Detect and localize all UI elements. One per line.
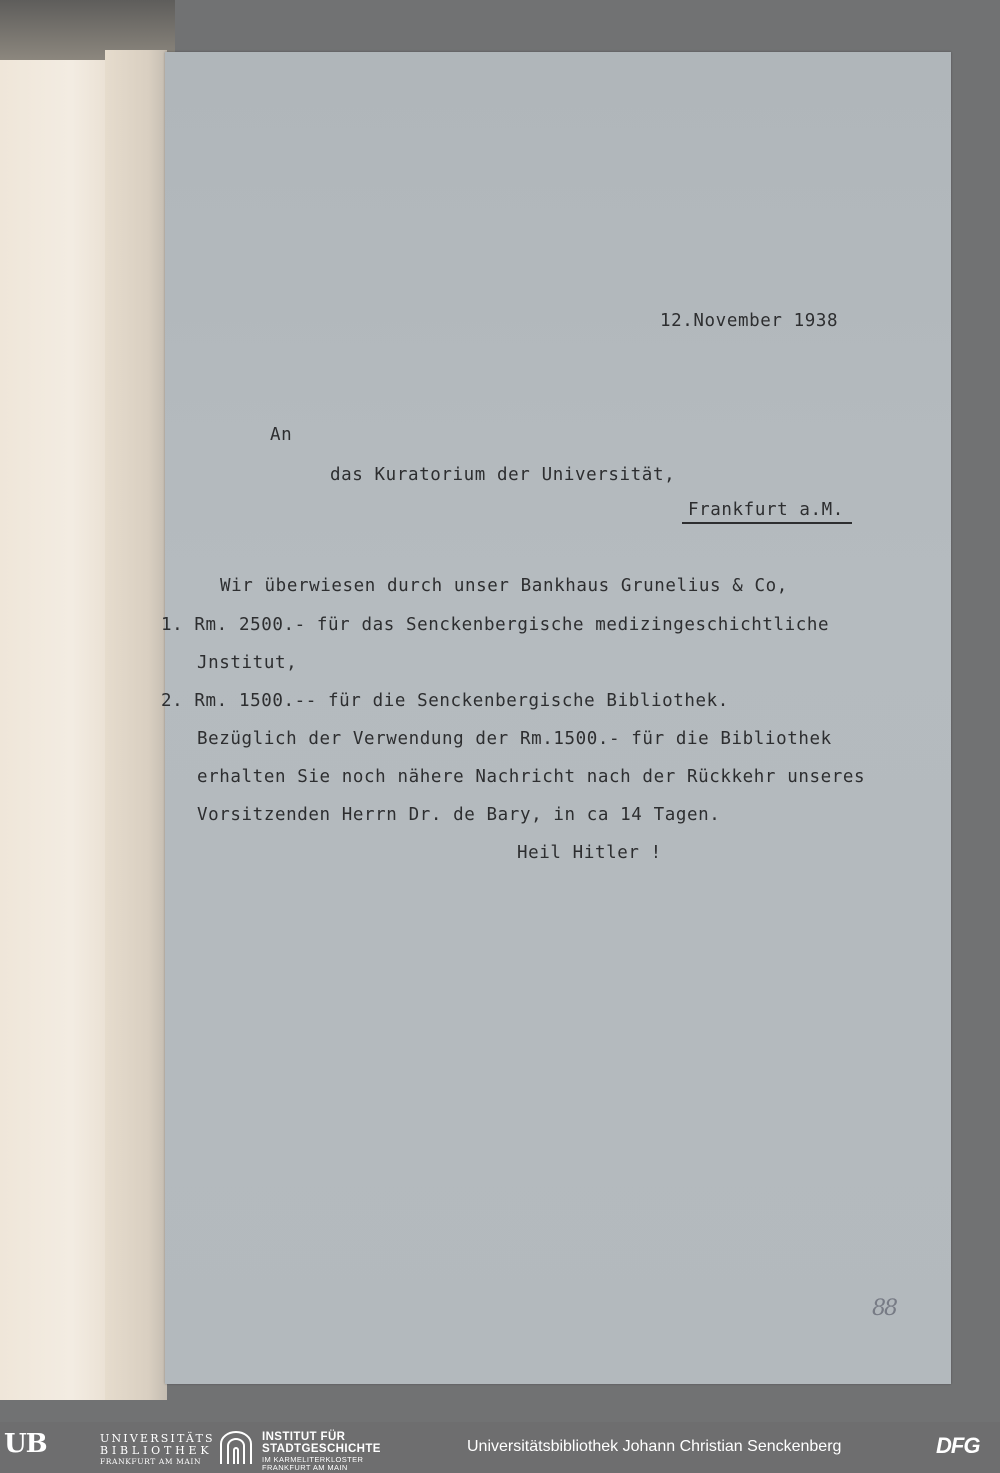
- letter-sheet: [165, 52, 951, 1384]
- item-2-line-1: 2. Rm. 1500.-- für die Senckenbergische Bibliothek.: [161, 691, 729, 711]
- body-intro: Wir überwiesen durch unser Bankhaus Grunelius & Co,: [220, 576, 788, 596]
- isg-name-line-4: FRANKFURT AM MAIN: [262, 1463, 348, 1472]
- paragraph-line-2: erhalten Sie noch nähere Nachricht nach der Rückkehr unseres: [197, 767, 866, 787]
- isg-name-line-3: IM KARMELITERKLOSTER: [262, 1455, 364, 1464]
- isg-name-line-2: STADTGESCHICHTE: [262, 1443, 381, 1455]
- recipient-name: das Kuratorium der Universität,: [330, 465, 676, 485]
- ub-name-line-1: UNIVERSITÄTS: [100, 1432, 215, 1445]
- dfg-logo-icon: DFG: [936, 1433, 980, 1458]
- ub-logo-icon: UB: [4, 1429, 47, 1459]
- item-1-line-2: Jnstitut,: [197, 653, 298, 673]
- letter-salutation: An: [270, 425, 293, 445]
- letter-date: 12.November 1938: [660, 311, 839, 331]
- isg-name-line-1: INSTITUT FÜR: [262, 1431, 346, 1443]
- letter-closing: Heil Hitler !: [517, 843, 662, 863]
- underlying-page-edge: [105, 50, 167, 1400]
- paragraph-line-3: Vorsitzenden Herrn Dr. de Bary, in ca 14 Tagen.: [197, 805, 721, 825]
- item-1-line-1: 1. Rm. 2500.- für das Senckenbergische medizingeschichtliche: [161, 615, 830, 635]
- library-title: Universitätsbibliothek Johann Christian Senckenberg: [467, 1438, 842, 1455]
- recipient-city: Frankfurt a.M.: [682, 502, 852, 524]
- underlying-page: [0, 60, 120, 1400]
- isg-arch-logo-icon: [218, 1430, 254, 1466]
- ub-name-line-2: BIBLIOTHEK: [100, 1444, 213, 1457]
- handwritten-page-number: 88: [872, 1296, 896, 1321]
- ub-name-line-3: FRANKFURT AM MAIN: [100, 1457, 202, 1466]
- paragraph-line-1: Bezüglich der Verwendung der Rm.1500.- für die Bibliothek: [197, 729, 832, 749]
- footer-bar: [0, 1422, 1000, 1473]
